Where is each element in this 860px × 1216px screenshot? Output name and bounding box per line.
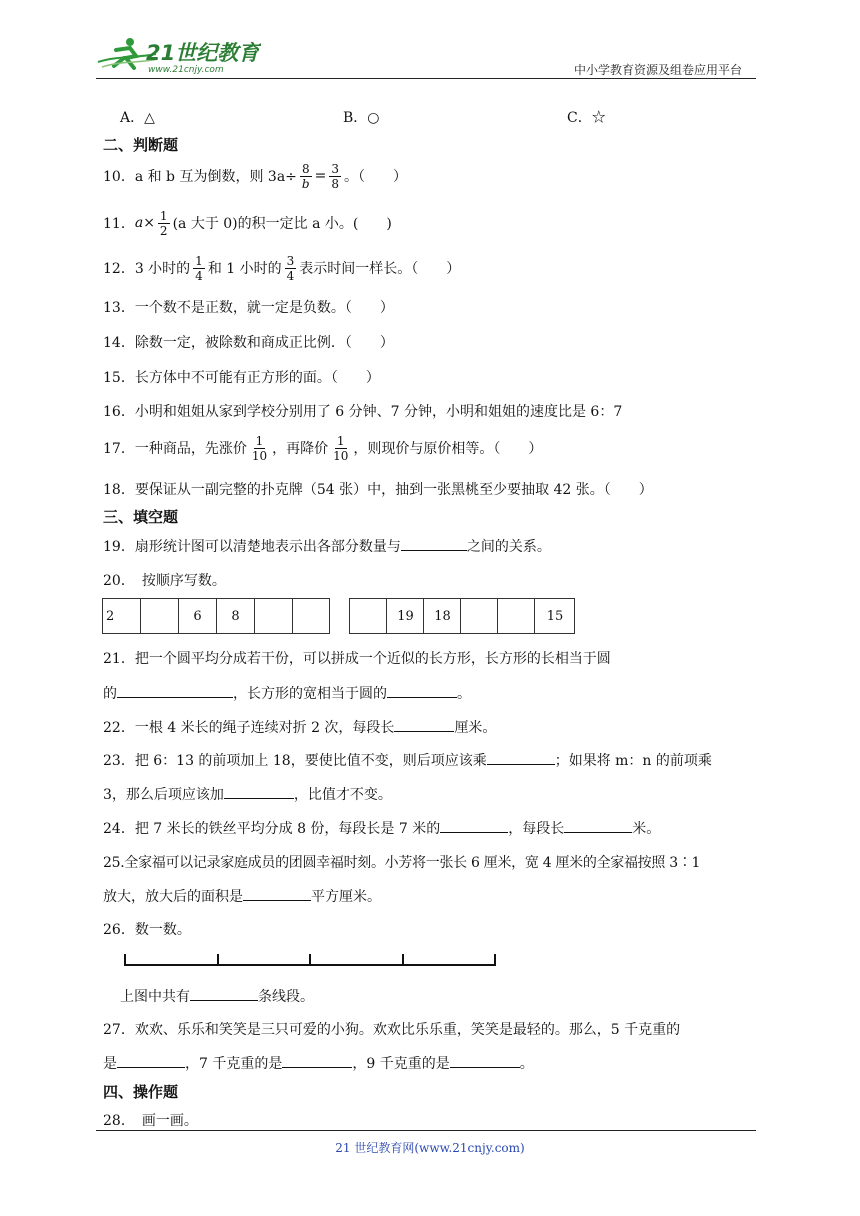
sequence-cell: 2 [106, 608, 115, 624]
line-segment-figure [122, 950, 500, 970]
footer-text: 21 世纪教育网(www.21cnjy.com) [335, 1141, 525, 1155]
question-14: 14．除数一定，被除数和商成正比例．（ ） [103, 335, 394, 351]
fraction-3-over-4: $\frac{3}{4}$ [286, 253, 295, 283]
question-20: 20． 按顺序写数。 [103, 573, 226, 589]
sequence-cell[interactable] [460, 599, 498, 633]
footer-rule [96, 1130, 756, 1131]
question-11: 11． a × $\frac{1}{2}$ (a 大于 0)的积一定比 a 小。( ) [103, 208, 392, 238]
sequence-cell: 19 [386, 599, 424, 633]
question-16: 16．小明和姐姐从家到学校分别用了 6 分钟、7 分钟，小明和姐姐的速度比是 6：7 [103, 404, 623, 420]
sequence-box-1 [102, 598, 330, 634]
platform-name: 中小学教育资源及组卷应用平台 [574, 63, 743, 77]
sequence-cell[interactable] [140, 599, 178, 633]
question-28: 28． 画一画。 [103, 1113, 198, 1129]
sequence-cell[interactable] [254, 599, 292, 633]
sequence-cell[interactable] [349, 599, 386, 633]
logo-text: 21世纪教育 [146, 41, 260, 65]
question-13: 13．一个数不是正数，就一定是负数。（ ） [103, 300, 394, 316]
option-c: C．☆ [567, 110, 606, 126]
question-25-line-1: 25.全家福可以记录家庭成员的团圆幸福时刻。小芳将一张长 6 厘米，宽 4 厘米的全家福按照 3∶1 [103, 855, 701, 871]
sequence-cell[interactable] [497, 599, 535, 633]
question-23-line-2: 3，那么后项应该加 ，比值才不变。 [103, 784, 392, 804]
question-17: 17．一种商品，先涨价 $\frac{1}{10}$ ，再降价 $\frac{1}{10}$ ，则现价与原价相等。（ ） [103, 433, 543, 463]
question-26: 26．数一数。 [103, 922, 191, 938]
question-19: 19．扇形统计图可以清楚地表示出各部分数量与 之间的关系。 [103, 536, 551, 556]
question-25-line-2: 放大，放大后的面积是 平方厘米。 [103, 886, 381, 906]
option-a: A．△ [120, 110, 155, 126]
sequence-cell: 15 [534, 599, 575, 633]
question-26-answer: 上图中共有 条线段。 [120, 986, 314, 1006]
fraction-3-over-8: $\frac{3}{8}$ [331, 161, 339, 191]
answer-blank[interactable] [282, 1053, 352, 1068]
site-logo [96, 36, 261, 76]
fraction-1-over-2: $\frac{1}{2}$ [159, 208, 168, 238]
answer-blank[interactable] [440, 818, 508, 833]
question-18: 18．要保证从一副完整的扑克牌（54 张）中，抽到一张黑桃至少要抽取 42 张。（ ） [103, 482, 653, 498]
question-21-line-1: 21．把一个圆平均分成若干份，可以拼成一个近似的长方形，长方形的长相当于圆 [103, 651, 611, 667]
answer-blank[interactable] [190, 986, 258, 1001]
sequence-cell: 8 [216, 599, 254, 633]
question-23-line-1: 23．把 6：13 的前项加上 18，要使比值不变，则后项应该乘 ；如果将 m：n 的前项乘 [103, 750, 712, 770]
logo-url: www.21cnjy.com [148, 65, 224, 75]
fraction-1-over-10-a: $\frac{1}{10}$ [251, 433, 268, 463]
question-15: 15．长方体中不可能有正方形的面。（ ） [103, 370, 380, 386]
answer-blank[interactable] [117, 683, 233, 698]
section-title-operation: 四、操作题 [103, 1083, 179, 1101]
question-22: 22．一根 4 米长的绳子连续对折 2 次，每段长 厘米。 [103, 717, 496, 737]
header-rule [96, 78, 756, 79]
section-title-fill: 三、填空题 [103, 508, 179, 526]
section-title-judgement: 二、判断题 [103, 136, 179, 154]
fraction-1-over-4: $\frac{1}{4}$ [195, 253, 203, 283]
answer-blank[interactable] [564, 818, 632, 833]
fraction-1-over-10-b: $\frac{1}{10}$ [333, 433, 349, 463]
answer-blank[interactable] [224, 784, 294, 799]
question-27-line-1: 27．欢欢、乐乐和笑笑是三只可爱的小狗。欢欢比乐乐重，笑笑是最轻的。那么，5 千克重的 [103, 1022, 681, 1038]
sequence-cell: 6 [178, 599, 216, 633]
answer-blank[interactable] [487, 750, 555, 765]
sequence-cell: 18 [423, 599, 461, 633]
question-27-line-2: 是 ，7 千克重的是 ，9 千克重的是 。 [103, 1053, 534, 1073]
answer-blank[interactable] [117, 1053, 185, 1068]
answer-blank[interactable] [401, 536, 467, 551]
question-12: 12．3 小时的 $\frac{1}{4}$ 和 1 小时的 $\frac{3}{4}$ 表示时间一样长。（ ） [103, 253, 461, 283]
answer-blank[interactable] [450, 1053, 520, 1068]
answer-blank[interactable] [394, 717, 454, 732]
answer-blank[interactable] [243, 886, 311, 901]
sequence-cell[interactable] [292, 599, 330, 633]
sequence-box-2 [349, 598, 575, 634]
option-b: B．○ [343, 110, 380, 126]
question-10: 10．a 和 b 互为倒数，则 3a÷ $\frac{8}{b}$ = $\frac{3}{8}$ 。（ ） [103, 161, 407, 191]
answer-blank[interactable] [387, 683, 457, 698]
question-24: 24．把 7 米长的铁丝平均分成 8 份，每段长是 7 米的 ，每段长 米。 [103, 818, 660, 838]
question-21-line-2: 的 ，长方形的宽相当于圆的 。 [103, 683, 471, 703]
fraction-8-over-b: $\frac{8}{b}$ [301, 161, 310, 191]
